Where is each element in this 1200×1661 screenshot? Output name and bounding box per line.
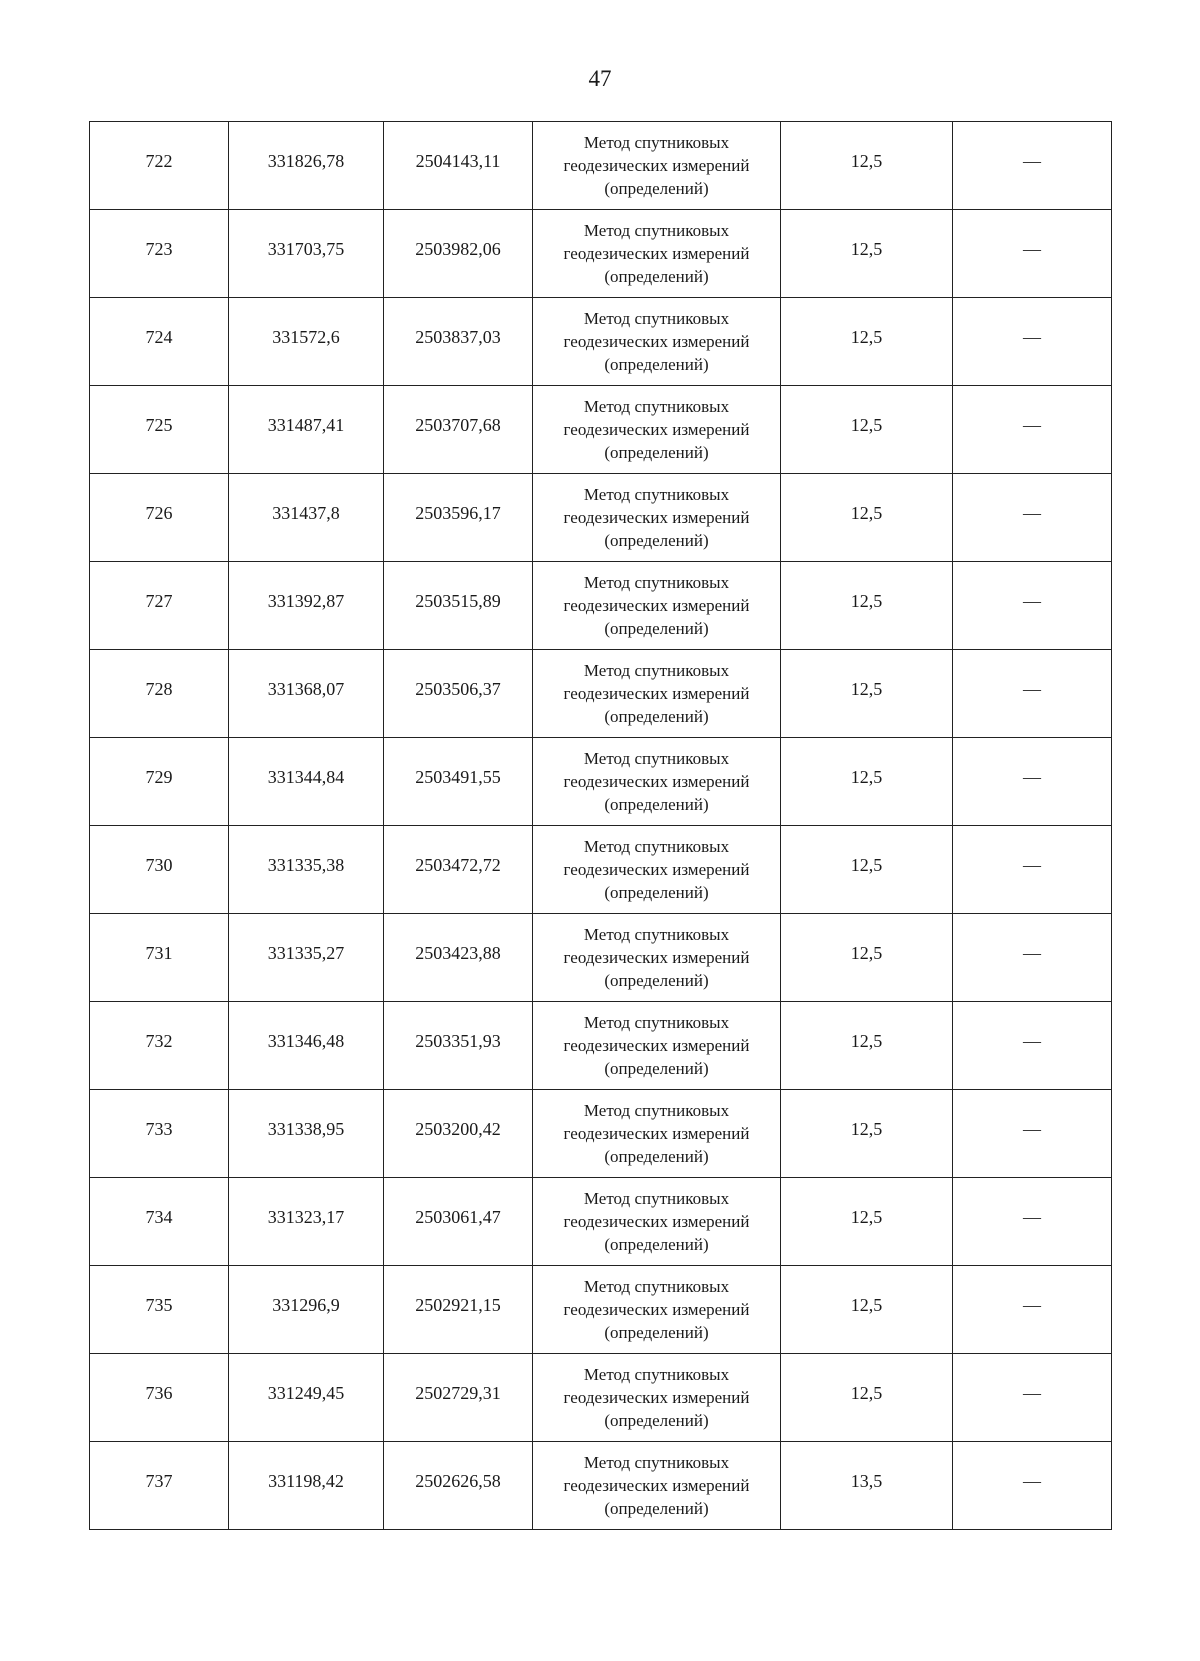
- point-number-cell: 730: [90, 826, 229, 914]
- method-line: геодезических измерений: [563, 420, 750, 439]
- description-cell: —: [953, 826, 1112, 914]
- accuracy-cell: 12,5: [781, 210, 953, 298]
- method-line: (определений): [604, 707, 709, 726]
- table-row: [90, 650, 1112, 738]
- description-cell: —: [953, 1002, 1112, 1090]
- accuracy-cell: 12,5: [781, 1002, 953, 1090]
- method-line: геодезических измерений: [563, 1388, 750, 1407]
- method-line: Метод спутниковых: [583, 485, 730, 504]
- y-coordinate-cell: 2503351,93: [384, 1002, 533, 1090]
- accuracy-cell: 12,5: [781, 1266, 953, 1354]
- table-row: [90, 1266, 1112, 1354]
- x-coordinate-cell: 331392,87: [229, 562, 384, 650]
- x-coordinate-cell: 331249,45: [229, 1354, 384, 1442]
- description-cell: —: [953, 1090, 1112, 1178]
- method-line: (определений): [604, 619, 709, 638]
- method-line: (определений): [604, 267, 709, 286]
- method-line: геодезических измерений: [563, 1124, 750, 1143]
- description-cell: —: [953, 562, 1112, 650]
- x-coordinate-cell: 331335,38: [229, 826, 384, 914]
- description-cell: —: [953, 474, 1112, 562]
- accuracy-cell: 12,5: [781, 386, 953, 474]
- point-number-cell: 724: [90, 298, 229, 386]
- method-line: геодезических измерений: [563, 684, 750, 703]
- method-cell: [533, 738, 781, 826]
- method-line: (определений): [604, 1499, 709, 1518]
- method-line: геодезических измерений: [563, 1476, 750, 1495]
- x-coordinate-cell: 331826,78: [229, 122, 384, 210]
- description-cell: —: [953, 1178, 1112, 1266]
- table-row: [90, 1002, 1112, 1090]
- point-number-cell: 737: [90, 1442, 229, 1530]
- table-row: [90, 122, 1112, 210]
- description-cell: —: [953, 1266, 1112, 1354]
- method-cell: [533, 826, 781, 914]
- method-cell: [533, 914, 781, 1002]
- method-line: Метод спутниковых: [583, 1453, 730, 1472]
- method-cell: [533, 298, 781, 386]
- method-line: (определений): [604, 179, 709, 198]
- page-number: 47: [588, 66, 612, 91]
- method-line: Метод спутниковых: [583, 133, 730, 152]
- method-line: (определений): [604, 355, 709, 374]
- table-row: [90, 738, 1112, 826]
- method-line: Метод спутниковых: [583, 661, 730, 680]
- table-row: [90, 298, 1112, 386]
- method-cell: [533, 474, 781, 562]
- method-line: геодезических измерений: [563, 332, 750, 351]
- description-cell: —: [953, 1442, 1112, 1530]
- table-body: [90, 122, 1112, 1530]
- x-coordinate-cell: 331296,9: [229, 1266, 384, 1354]
- accuracy-cell: 12,5: [781, 738, 953, 826]
- accuracy-cell: 12,5: [781, 650, 953, 738]
- table-row: [90, 1178, 1112, 1266]
- table-row: [90, 210, 1112, 298]
- method-line: (определений): [604, 1147, 709, 1166]
- method-line: Метод спутниковых: [583, 837, 730, 856]
- method-line: Метод спутниковых: [583, 1101, 730, 1120]
- point-number-cell: 729: [90, 738, 229, 826]
- method-line: геодезических измерений: [563, 1300, 750, 1319]
- table-row: [90, 1090, 1112, 1178]
- y-coordinate-cell: 2503423,88: [384, 914, 533, 1002]
- y-coordinate-cell: 2503472,72: [384, 826, 533, 914]
- method-line: геодезических измерений: [563, 156, 750, 175]
- method-line: геодезических измерений: [563, 1212, 750, 1231]
- x-coordinate-cell: 331572,6: [229, 298, 384, 386]
- description-cell: —: [953, 386, 1112, 474]
- table-row: [90, 914, 1112, 1002]
- coordinates-table: [89, 121, 1112, 1530]
- method-line: геодезических измерений: [563, 244, 750, 263]
- method-cell: [533, 1354, 781, 1442]
- point-number-cell: 728: [90, 650, 229, 738]
- y-coordinate-cell: 2503982,06: [384, 210, 533, 298]
- method-cell: [533, 650, 781, 738]
- point-number-cell: 726: [90, 474, 229, 562]
- method-line: геодезических измерений: [563, 948, 750, 967]
- description-cell: —: [953, 914, 1112, 1002]
- description-cell: —: [953, 650, 1112, 738]
- accuracy-cell: 12,5: [781, 1090, 953, 1178]
- method-cell: [533, 1090, 781, 1178]
- method-line: Метод спутниковых: [583, 1365, 730, 1384]
- x-coordinate-cell: 331368,07: [229, 650, 384, 738]
- method-line: Метод спутниковых: [583, 749, 730, 768]
- method-line: геодезических измерений: [563, 508, 750, 527]
- y-coordinate-cell: 2502626,58: [384, 1442, 533, 1530]
- table-row: [90, 1442, 1112, 1530]
- description-cell: —: [953, 122, 1112, 210]
- point-number-cell: 736: [90, 1354, 229, 1442]
- method-line: (определений): [604, 1411, 709, 1430]
- description-cell: —: [953, 1354, 1112, 1442]
- y-coordinate-cell: 2502921,15: [384, 1266, 533, 1354]
- method-cell: [533, 1178, 781, 1266]
- table-row: [90, 474, 1112, 562]
- method-cell: [533, 562, 781, 650]
- method-line: (определений): [604, 1323, 709, 1342]
- method-line: (определений): [604, 971, 709, 990]
- method-line: (определений): [604, 443, 709, 462]
- point-number-cell: 725: [90, 386, 229, 474]
- method-cell: [533, 122, 781, 210]
- method-line: Метод спутниковых: [583, 1277, 730, 1296]
- table-row: [90, 826, 1112, 914]
- method-line: геодезических измерений: [563, 772, 750, 791]
- description-cell: —: [953, 210, 1112, 298]
- x-coordinate-cell: 331703,75: [229, 210, 384, 298]
- method-line: Метод спутниковых: [583, 309, 730, 328]
- point-number-cell: 734: [90, 1178, 229, 1266]
- point-number-cell: 735: [90, 1266, 229, 1354]
- method-line: (определений): [604, 1059, 709, 1078]
- x-coordinate-cell: 331487,41: [229, 386, 384, 474]
- method-line: Метод спутниковых: [583, 1189, 730, 1208]
- method-line: (определений): [604, 795, 709, 814]
- method-line: Метод спутниковых: [583, 925, 730, 944]
- accuracy-cell: 12,5: [781, 298, 953, 386]
- accuracy-cell: 13,5: [781, 1442, 953, 1530]
- method-line: (определений): [604, 1235, 709, 1254]
- x-coordinate-cell: 331323,17: [229, 1178, 384, 1266]
- description-cell: —: [953, 298, 1112, 386]
- accuracy-cell: 12,5: [781, 826, 953, 914]
- method-line: (определений): [604, 883, 709, 902]
- y-coordinate-cell: 2502729,31: [384, 1354, 533, 1442]
- accuracy-cell: 12,5: [781, 914, 953, 1002]
- point-number-cell: 727: [90, 562, 229, 650]
- y-coordinate-cell: 2504143,11: [384, 122, 533, 210]
- accuracy-cell: 12,5: [781, 562, 953, 650]
- method-line: геодезических измерений: [563, 596, 750, 615]
- y-coordinate-cell: 2503061,47: [384, 1178, 533, 1266]
- accuracy-cell: 12,5: [781, 122, 953, 210]
- point-number-cell: 731: [90, 914, 229, 1002]
- y-coordinate-cell: 2503707,68: [384, 386, 533, 474]
- table-row: [90, 386, 1112, 474]
- y-coordinate-cell: 2503491,55: [384, 738, 533, 826]
- y-coordinate-cell: 2503837,03: [384, 298, 533, 386]
- accuracy-cell: 12,5: [781, 474, 953, 562]
- method-line: Метод спутниковых: [583, 1013, 730, 1032]
- table-row: [90, 1354, 1112, 1442]
- x-coordinate-cell: 331338,95: [229, 1090, 384, 1178]
- point-number-cell: 733: [90, 1090, 229, 1178]
- x-coordinate-cell: 331437,8: [229, 474, 384, 562]
- method-cell: [533, 386, 781, 474]
- description-cell: —: [953, 738, 1112, 826]
- point-number-cell: 723: [90, 210, 229, 298]
- point-number-cell: 732: [90, 1002, 229, 1090]
- x-coordinate-cell: 331344,84: [229, 738, 384, 826]
- y-coordinate-cell: 2503200,42: [384, 1090, 533, 1178]
- method-cell: [533, 1442, 781, 1530]
- method-line: Метод спутниковых: [583, 221, 730, 240]
- method-line: геодезических измерений: [563, 860, 750, 879]
- y-coordinate-cell: 2503596,17: [384, 474, 533, 562]
- method-line: (определений): [604, 531, 709, 550]
- method-line: Метод спутниковых: [583, 397, 730, 416]
- y-coordinate-cell: 2503515,89: [384, 562, 533, 650]
- point-number-cell: 722: [90, 122, 229, 210]
- x-coordinate-cell: 331335,27: [229, 914, 384, 1002]
- accuracy-cell: 12,5: [781, 1178, 953, 1266]
- y-coordinate-cell: 2503506,37: [384, 650, 533, 738]
- method-cell: [533, 1002, 781, 1090]
- method-line: геодезических измерений: [563, 1036, 750, 1055]
- method-line: Метод спутниковых: [583, 573, 730, 592]
- x-coordinate-cell: 331198,42: [229, 1442, 384, 1530]
- accuracy-cell: 12,5: [781, 1354, 953, 1442]
- x-coordinate-cell: 331346,48: [229, 1002, 384, 1090]
- method-cell: [533, 1266, 781, 1354]
- method-cell: [533, 210, 781, 298]
- table-row: [90, 562, 1112, 650]
